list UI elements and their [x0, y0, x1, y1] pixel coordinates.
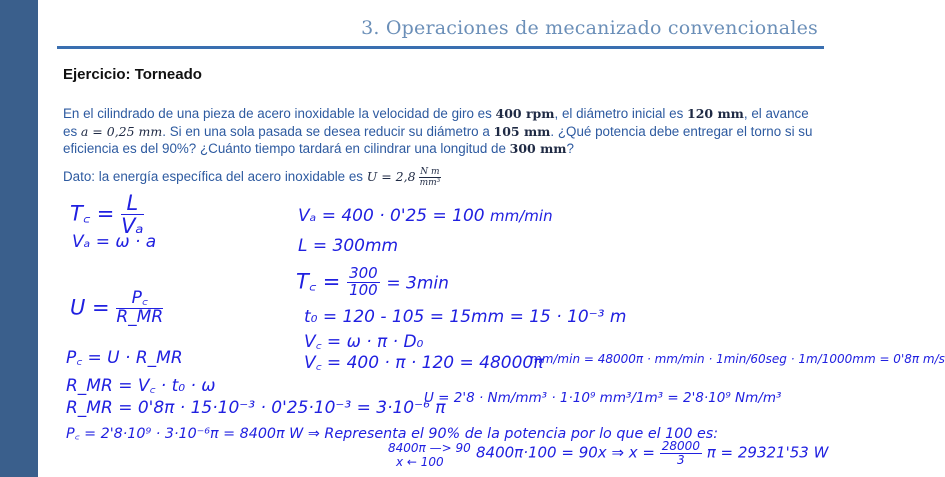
hw-to-calc: t₀ = 120 - 105 = 15mm = 15 · 10⁻³ m: [304, 307, 627, 327]
hw-rule-final: π = 29321'53 W: [706, 443, 829, 462]
statement-text-3: , el avance es: [63, 106, 809, 139]
hw-rule-frac-den: 3: [677, 452, 685, 467]
hw-vc-conversion: mm/min = 48000π · mm/min · 1min/60seg · 1m/1000mm = 0'8π m/s: [530, 352, 945, 366]
final-diameter-value: 105 mm: [493, 123, 551, 139]
hw-u-conversion: U = 2'8 · Nm/mm³ · 1·10⁹ mm³/1m³ = 2'8·10⁹ Nm/m³: [424, 390, 782, 406]
hw-tc-formula: [70, 192, 144, 237]
hw-l-value: L = 300mm: [298, 236, 399, 256]
statement-text-1: En el cilindrado de una pieza de acero inoxidable la velocidad de giro es: [63, 106, 496, 121]
hw-tc-calc-fraction: [347, 266, 380, 299]
hw-tc-calc-result: = 3min: [386, 273, 449, 294]
dato-formula: U = 2,8: [366, 169, 416, 185]
hw-u-num: P꜀: [116, 290, 163, 309]
hw-va-calc: [298, 206, 553, 226]
hw-rule-result-text: 8400π·100 = 90x ⇒ x =: [476, 443, 655, 462]
hw-u-formula: [70, 290, 163, 327]
hw-tc-calc-den: 100: [349, 280, 378, 299]
hw-rmr-calc: R_MR = 0'8π · 15·10⁻³ · 0'25·10⁻³ = 3·10⁻⁶ π: [66, 398, 446, 418]
exercise-statement: [63, 105, 823, 158]
dato-unit-den: mm³: [419, 178, 441, 188]
hw-pc-calc: P꜀ = 2'8·10⁹ · 3·10⁻⁶π = 8400π W ⇒ Representa el 90% de la potencia por lo que el 100 es:: [66, 426, 719, 442]
length-value: 300 mm: [509, 141, 567, 157]
hw-rule-result: [476, 440, 828, 466]
initial-diameter-value: 120 mm: [687, 106, 744, 121]
hw-rmr-formula: R_MR = V꜀ · t₀ · ω: [66, 376, 216, 396]
dato-unit-num: N m: [420, 167, 440, 177]
hw-va-formula: Vₐ = ω · a: [72, 232, 157, 252]
left-sidebar-bar: [0, 0, 38, 477]
hw-rule-frac-num: 28000: [661, 439, 700, 453]
statement-text-4: . Si en una sola pasada se desea reducir su diámetro a: [162, 123, 494, 139]
hw-tc-fraction: [121, 192, 144, 237]
rotation-speed-value: 400 rpm: [495, 106, 555, 121]
statement-text-2: , el diámetro inicial es: [554, 106, 687, 121]
hw-u-fraction: [116, 290, 163, 327]
hw-vc-formula: V꜀ = ω · π · D₀: [304, 332, 424, 352]
statement-text-5: . ¿Qué potencia debe entregar el torno si su eficiencia es del 90%? ¿Cuánto tiempo tardará en cilindrar una longitud de: [63, 123, 813, 157]
section-title: 3. Operaciones de mecanizado convencionales: [361, 17, 818, 39]
hw-rule-fraction: [660, 440, 702, 466]
hw-pc-formula: P꜀ = U · R_MR: [66, 348, 183, 368]
hw-tc-lhs: T꜀ =: [70, 201, 115, 226]
hw-u-lhs: U =: [70, 295, 110, 320]
hw-tc-num: L: [121, 192, 144, 215]
dato-text: Dato: la energía específica del acero inoxidable es: [63, 169, 367, 185]
hw-vc-calc: V꜀ = 400 · π · 120 = 48000π: [304, 353, 544, 373]
statement-text-6: ?: [566, 141, 574, 157]
hw-u-den: R_MR: [116, 306, 164, 327]
dato-line: [63, 167, 441, 188]
header-divider: [57, 46, 824, 49]
hw-rule-row2: x ← 100: [396, 455, 444, 469]
hw-va-unit: mm/min: [490, 207, 553, 225]
hw-rule-row1: 8400π —> 90: [388, 441, 471, 455]
hw-tc-calc-num: 300: [349, 264, 378, 282]
hw-tc-den: Vₐ: [121, 214, 144, 239]
feed-value: a = 0,25 mm: [80, 123, 163, 139]
hw-va-calc-text: Vₐ = 400 · 0'25 = 100: [298, 206, 485, 226]
exercise-title: Ejercicio: Torneado: [63, 66, 202, 83]
dato-unit-fraction: [419, 167, 440, 188]
hw-tc-calc-lhs: T꜀ =: [296, 269, 341, 294]
hw-tc-calc: [296, 266, 449, 299]
